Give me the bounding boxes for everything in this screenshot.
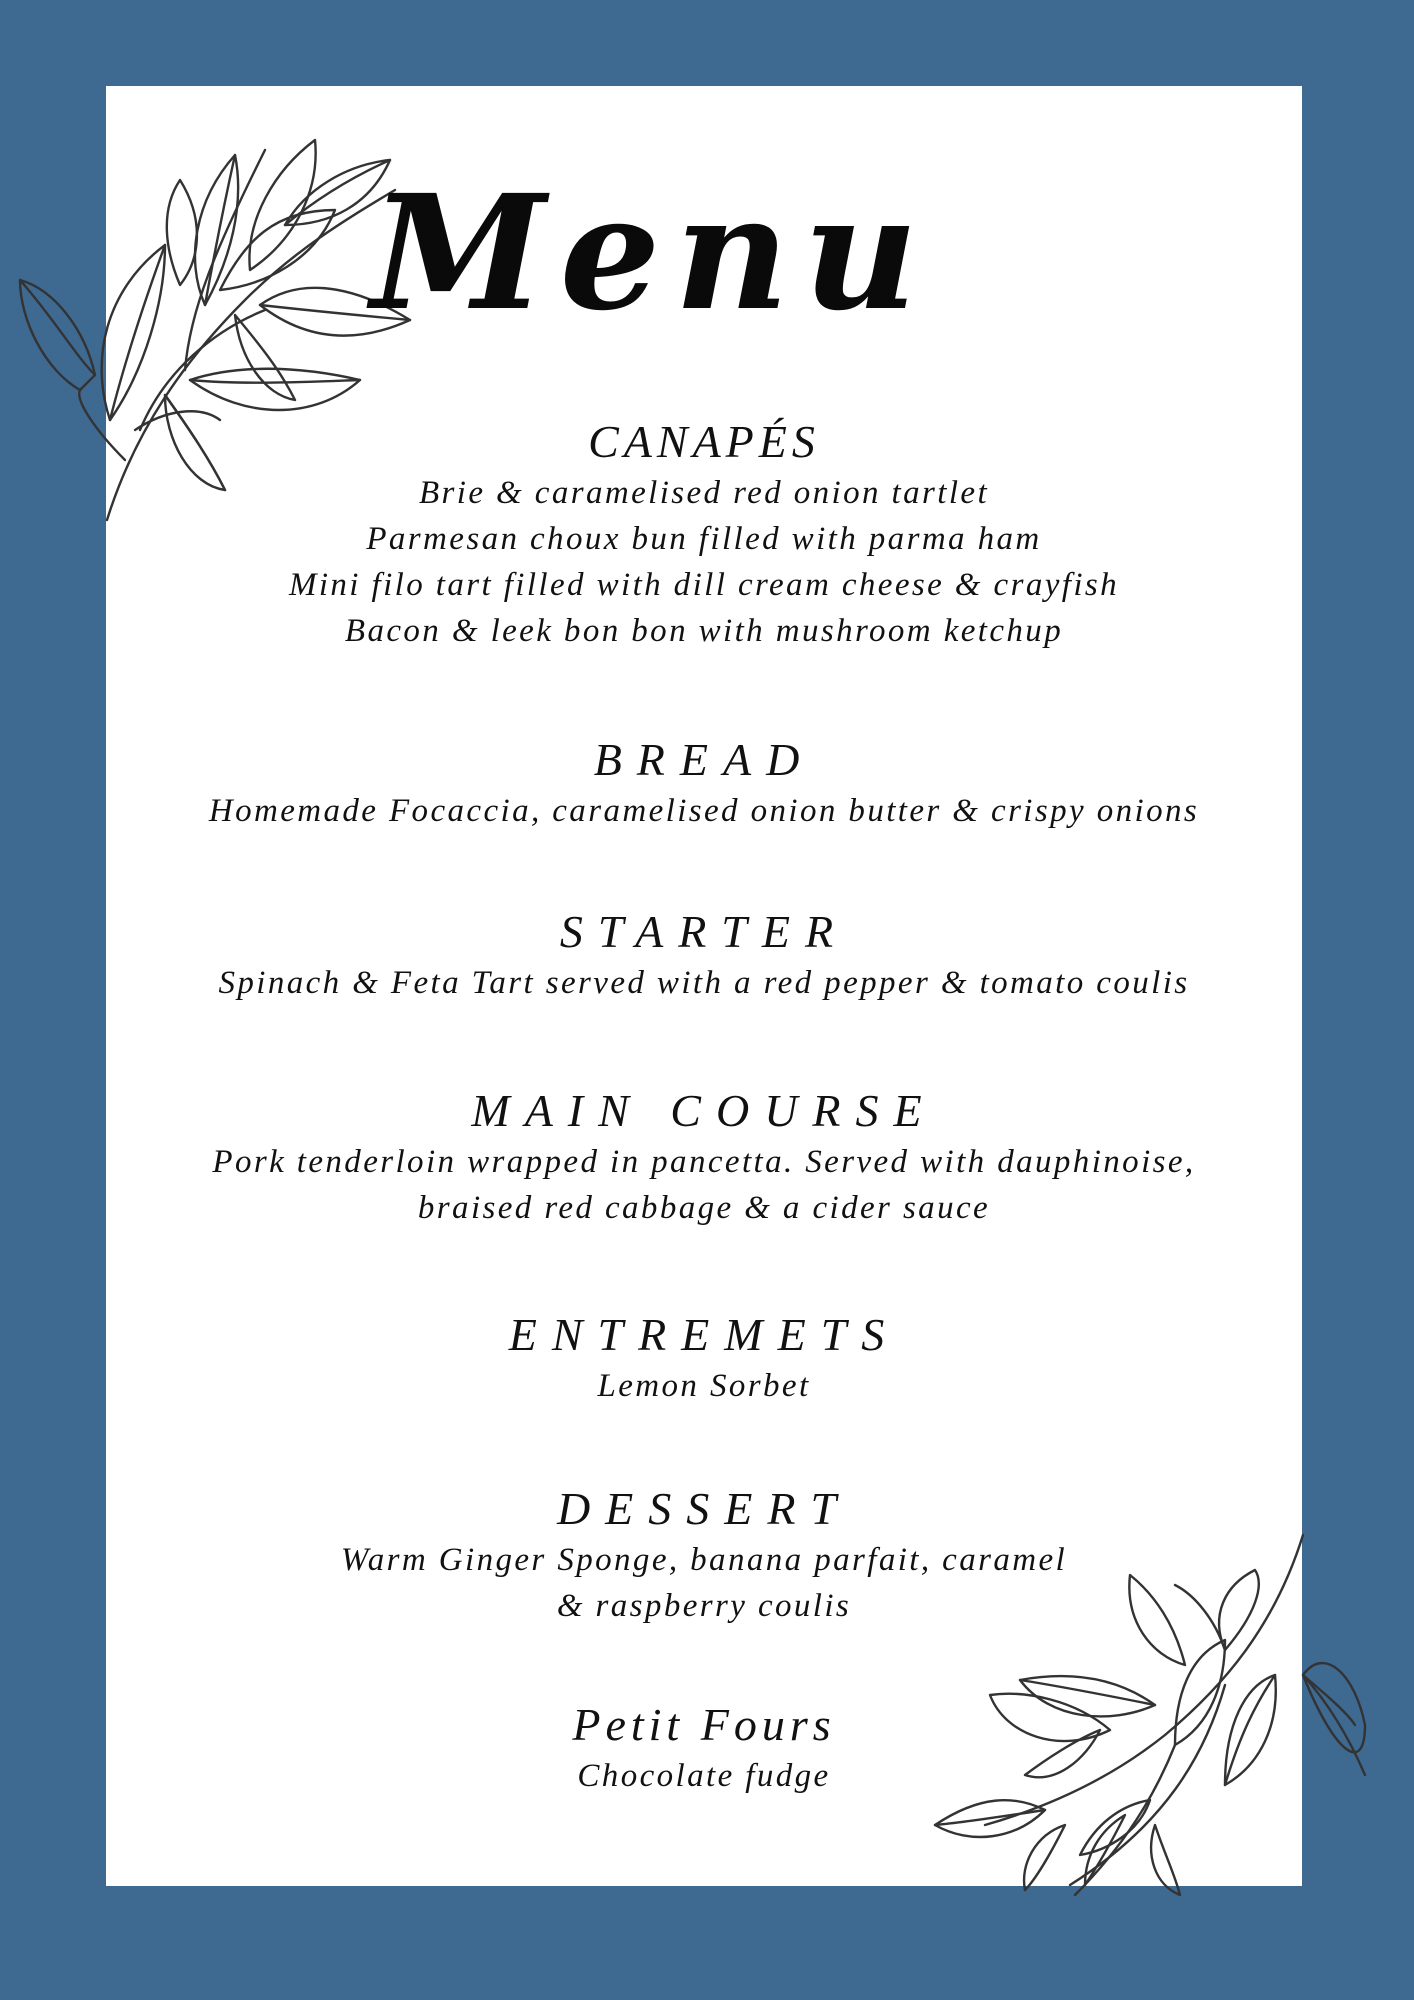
menu-title: Menu (370, 161, 933, 346)
menu-item: braised red cabbage & a cider sauce (417, 1190, 991, 1226)
section-heading: CANAPÉS (588, 416, 820, 467)
section-heading: MAIN COURSE (471, 1085, 937, 1136)
section-entremets (106, 1307, 1302, 1409)
section-canapes (106, 414, 1302, 654)
section-heading: BREAD (593, 734, 815, 785)
menu-item: Mini filo tart filled with dill cream cheese & crayfish (288, 567, 1120, 603)
menu-item: Brie & caramelised red onion tartlet (418, 475, 990, 511)
section-dessert (106, 1481, 1302, 1629)
section-heading: DESSERT (556, 1483, 852, 1534)
menu-item: Homemade Focaccia, caramelised onion butter & crispy onions (208, 793, 1200, 829)
menu-item: Pork tenderloin wrapped in pancetta. Served with dauphinoise, (212, 1144, 1196, 1180)
section-heading: Petit Fours (572, 1699, 836, 1750)
menu-item: Chocolate fudge (577, 1758, 831, 1794)
menu-item: & raspberry coulis (556, 1588, 852, 1624)
section-heading: ENTREMETS (508, 1309, 900, 1360)
section-main-course (106, 1083, 1302, 1231)
menu-item: Parmesan choux bun filled with parma ham (366, 521, 1042, 557)
section-heading: STARTER (559, 906, 849, 957)
menu-item: Bacon & leek bon bon with mushroom ketchup (344, 613, 1064, 649)
menu-item: Warm Ginger Sponge, banana parfait, caramel (340, 1542, 1068, 1578)
menu-item: Spinach & Feta Tart served with a red pepper & tomato coulis (218, 965, 1190, 1001)
section-starter (106, 904, 1302, 1006)
section-bread (106, 732, 1302, 834)
section-petit-fours (106, 1697, 1302, 1799)
menu-item: Lemon Sorbet (597, 1368, 811, 1404)
